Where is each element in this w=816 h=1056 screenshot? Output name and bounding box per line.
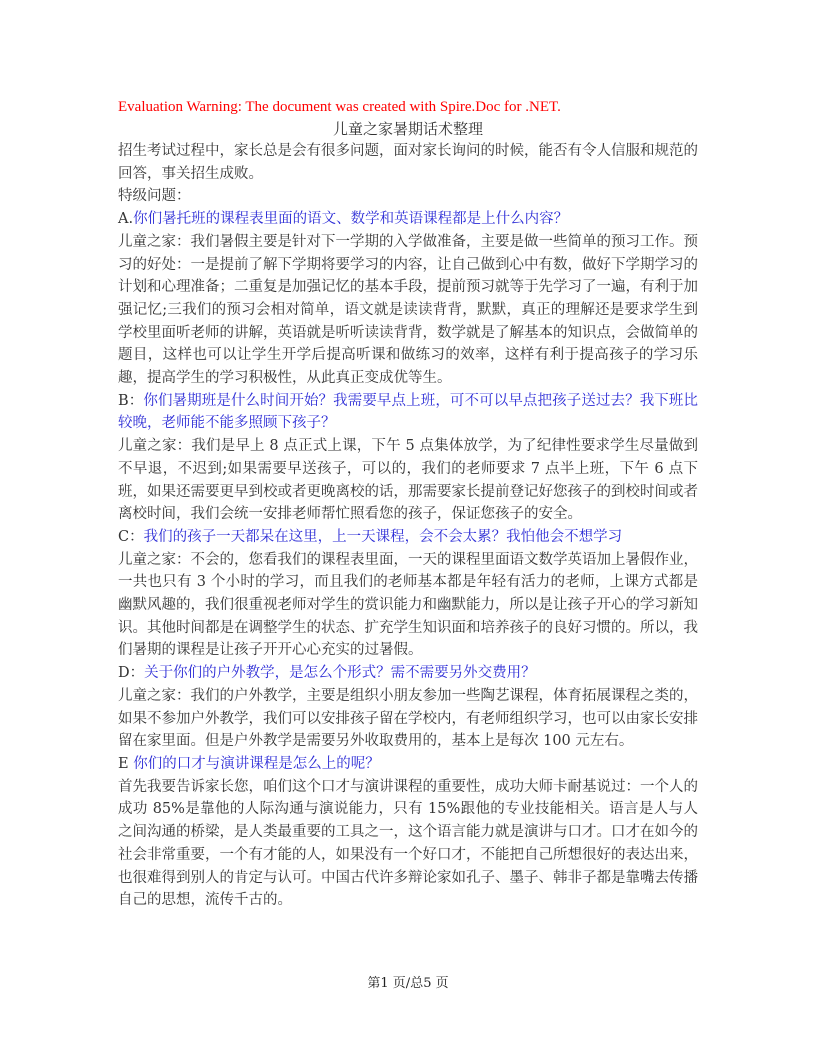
document-page xyxy=(118,96,698,912)
question-e xyxy=(118,753,698,776)
answer-e: 首先我要告诉家长您，咱们这个口才与演讲课程的重要性，成功大师卡耐基说过：一个人的成功 85%是靠他的人际沟通与演说能力，只有 15%跟他的专业技能相关。语言是人与人之间沟通的桥梁，是人类最重要的工具之一，这个语言能力就是演讲与口才。口才在如今的社会非常重要，一个有才能的人，如果没有一个好口才，不能把自己所想很好的表达出来，也很难得到别人的肯定与认可。中国古代许多辩论家如孔子、墨子、韩非子都是靠嘴去传播自己的思想，流传千古的。 xyxy=(118,778,698,909)
answer-a: 儿童之家：我们暑假主要是针对下一学期的入学做准备，主要是做一些简单的预习工作。预习的好处：一是提前了解下学期将要学习的内容，让自己做到心中有数，做好下学期学习的计划和心理准备；二重复是加强记忆的基本手段，提前预习就等于先学习了一遍，有利于加强记忆;三我们的预习会相对简单，语文就是读读背背，默默，真正的理解还是要求学生到学校里面听老师的讲解，英语就是听听读读背背，数学就是了解基本的知识点，会做简单的题目，这样也可以让学生开学后提高听课和做练习的效率，这样有利于提高孩子的学习乐趣，提高学生的学习积极性，从此真正变成优等生。 xyxy=(118,233,698,387)
question-label: A. xyxy=(118,211,134,228)
question-text: 你们暑托班的课程表里面的语文、数学和英语课程都是上什么内容？ xyxy=(133,211,569,228)
question-d xyxy=(118,662,698,685)
question-text: 关于你们的户外教学，是怎么个形式？需不需要另外交费用？ xyxy=(144,665,536,682)
question-text: 我们的孩子一天都呆在这里，上一天课程，会不会太累？我怕他会不想学习 xyxy=(143,528,623,545)
question-text: 你们暑期班是什么时间开始？我需要早点上班，可不可以早点把孩子送过去？我下班比较晚，老师能不能多照顾下孩子？ xyxy=(118,392,699,432)
question-c xyxy=(118,526,698,549)
intro-paragraph: 招生考试过程中，家长总是会有很多问题，面对家长询问的时候，能否有令人信服和规范的回答，事关招生成败。 xyxy=(118,143,698,182)
question-text: 你们的口才与演讲课程是怎么上的呢？ xyxy=(133,755,380,772)
answer-b: 儿童之家：我们是早上 8 点正式上课，下午 5 点集体放学，为了纪律性要求学生尽量做到不早退，不迟到;如果需要早送孩子，可以的，我们的老师要求 7 点半上班，下午 6 点下班，如果还需要更早到校或者更晚离校的话，那需要家长提前登记好您孩子的到校时间或者离校时间，我们会统一安排老师帮忙照看您的孩子，保证您孩子的安全。 xyxy=(118,438,698,523)
question-label: D： xyxy=(118,665,145,682)
question-b xyxy=(118,390,698,435)
special-questions-label: 特级问题： xyxy=(118,188,191,205)
answer-c: 儿童之家：不会的，您看我们的课程表里面，一天的课程里面语文数学英语加上暑假作业，一共也只有 3 个小时的学习，而且我们的老师基本都是年轻有活力的老师，上课方式都是幽默风趣的，我们很重视老师对学生的赏识能力和幽默能力，所以是让孩子开心的学习新知识。其他时间都是在调整学生的状态、扩充学生知识面和培养孩子的良好习惯的。所以，我们暑期的课程是让孩子开开心心充实的过暑假。 xyxy=(118,551,698,659)
question-label: C： xyxy=(118,528,144,545)
page-footer: 第1 页/总5 页 xyxy=(367,976,449,991)
question-label: B： xyxy=(118,392,144,409)
question-a xyxy=(118,208,698,231)
question-label: E xyxy=(118,755,134,772)
document-title: 儿童之家暑期话术整理 xyxy=(332,120,483,138)
evaluation-warning: Evaluation Warning: The document was created with Spire.Doc for .NET. xyxy=(118,99,561,115)
answer-d: 儿童之家：我们的户外教学，主要是组织小朋友参加一些陶艺课程，体育拓展课程之类的，如果不参加户外教学，我们可以安排孩子留在学校内，有老师组织学习，也可以由家长安排留在家里面。但是户外教学是需要另外收取费用的，基本上是每次 100 元左右。 xyxy=(118,687,698,750)
